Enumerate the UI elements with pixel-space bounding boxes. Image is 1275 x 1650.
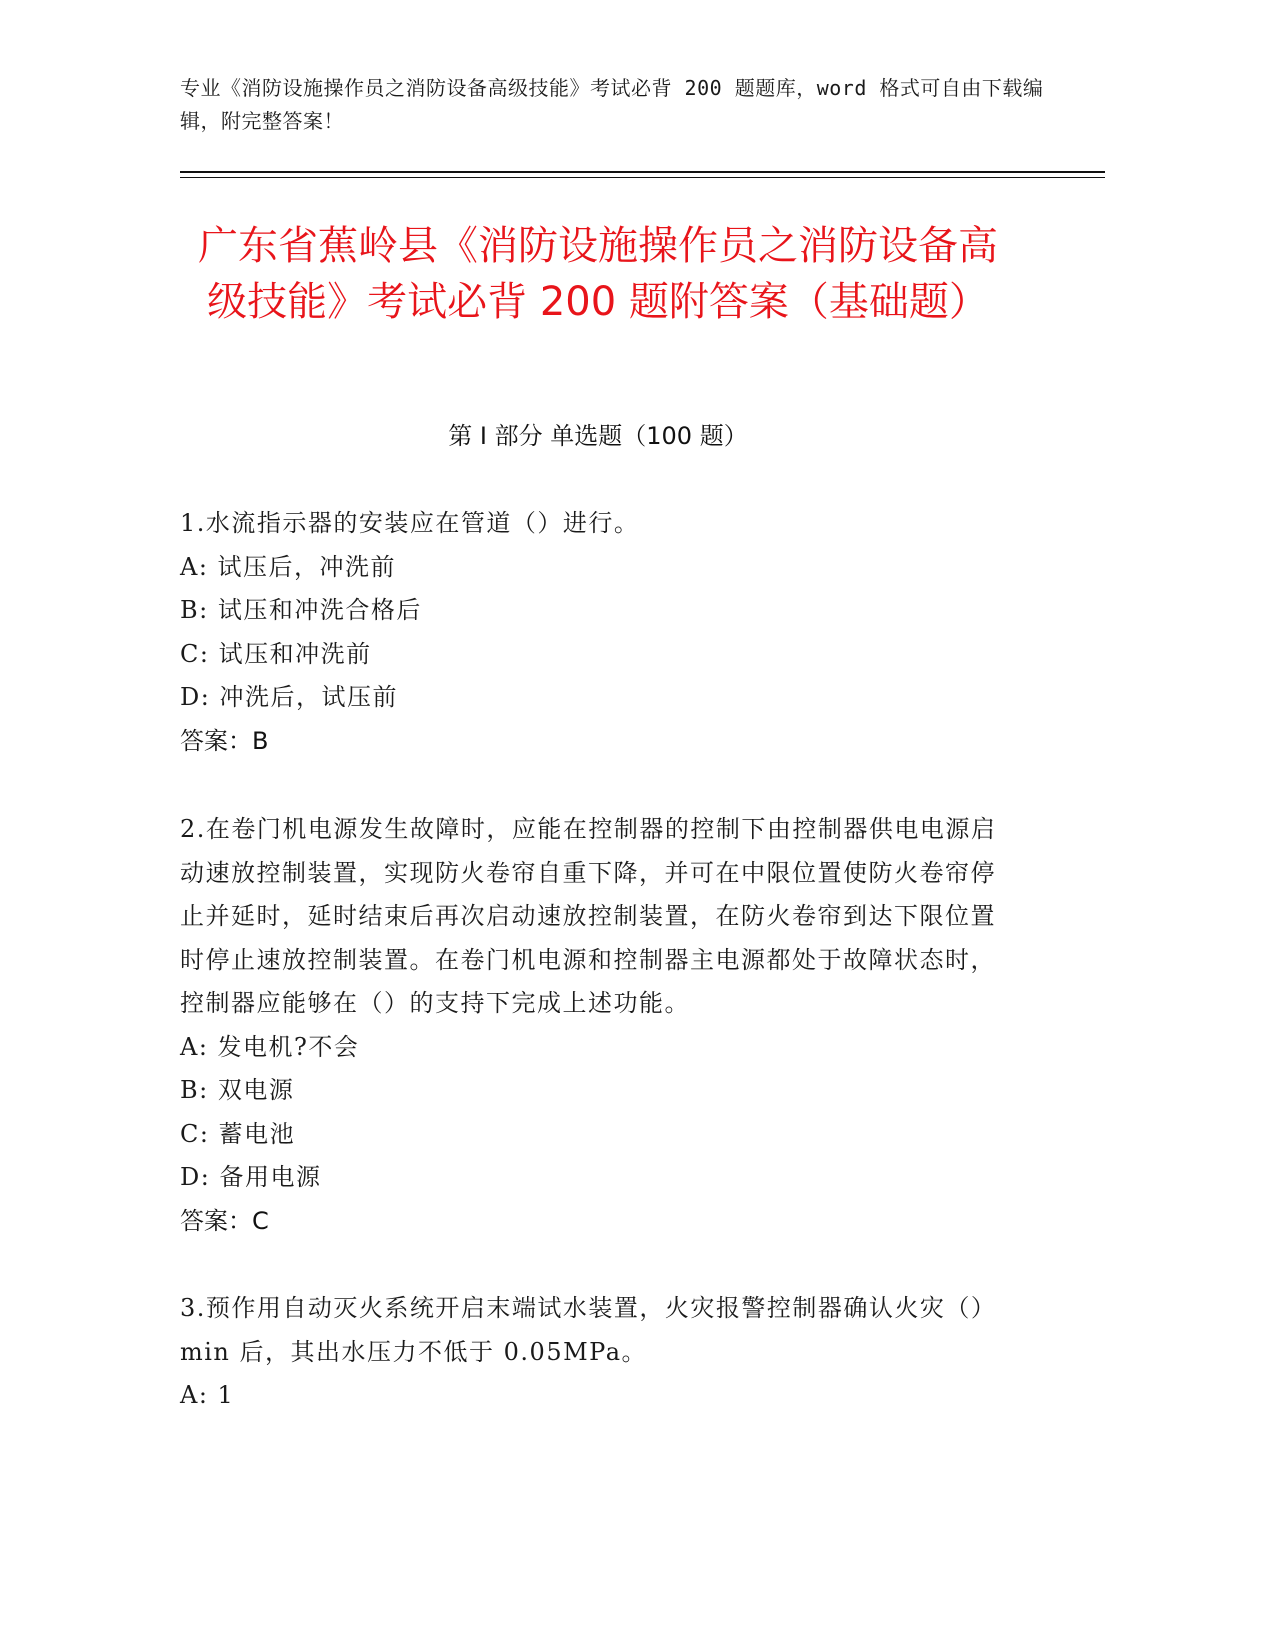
option-b: B: 双电源 [180,1076,295,1104]
answer: 答案：C [180,1206,269,1235]
question-3 [180,1287,1020,1418]
option-b: B: 试压和冲洗合格后 [180,596,422,624]
question-1 [180,502,1020,763]
question-stem: 1.水流指示器的安装应在管道（）进行。 [180,509,640,537]
answer: 答案：B [180,726,269,755]
header-rule-thick [180,171,1105,173]
option-c: C: 蓄电池 [180,1119,296,1148]
option-a: A: 发电机?不会 [180,1032,360,1061]
question-2 [180,808,1020,1243]
header-rule-thin [180,177,1105,178]
option-c: C: 试压和冲洗前 [180,639,372,668]
header-note: 专业《消防设施操作员之消防设备高级技能》考试必背 200 题题库，word 格式可自由下载编辑，附完整答案！ [180,76,1044,133]
document-title: 广东省蕉岭县《消防设施操作员之消防设备高级技能》考试必背 200 题附答案（基础题） [198,223,998,325]
question-stem: 2.在卷门机电源发生故障时，应能在控制器的控制下由控制器供电电源启动速放控制装置，实现防火卷帘自重下降，并可在中限位置使防火卷帘停止并延时，延时结束后再次启动速放控制装置，在防火卷帘到达下限位置时停止速放控制装置。在卷门机电源和控制器主电源都处于故障状态时，控制器应能够在（）的支持下完成上述功能。 [180,815,997,1017]
option-d: D: 备用电源 [180,1163,322,1191]
option-a: A: 试压后，冲洗前 [180,552,397,581]
option-a: A: 1 [180,1381,235,1409]
question-stem: 3.预作用自动灭火系统开启末端试水装置，火灾报警控制器确认火灾（）min 后，其出水压力不低于 0.05MPa。 [180,1294,997,1366]
option-d: D: 冲洗后，试压前 [180,683,398,711]
section-heading: 第 I 部分 单选题（100 题） [448,422,748,450]
